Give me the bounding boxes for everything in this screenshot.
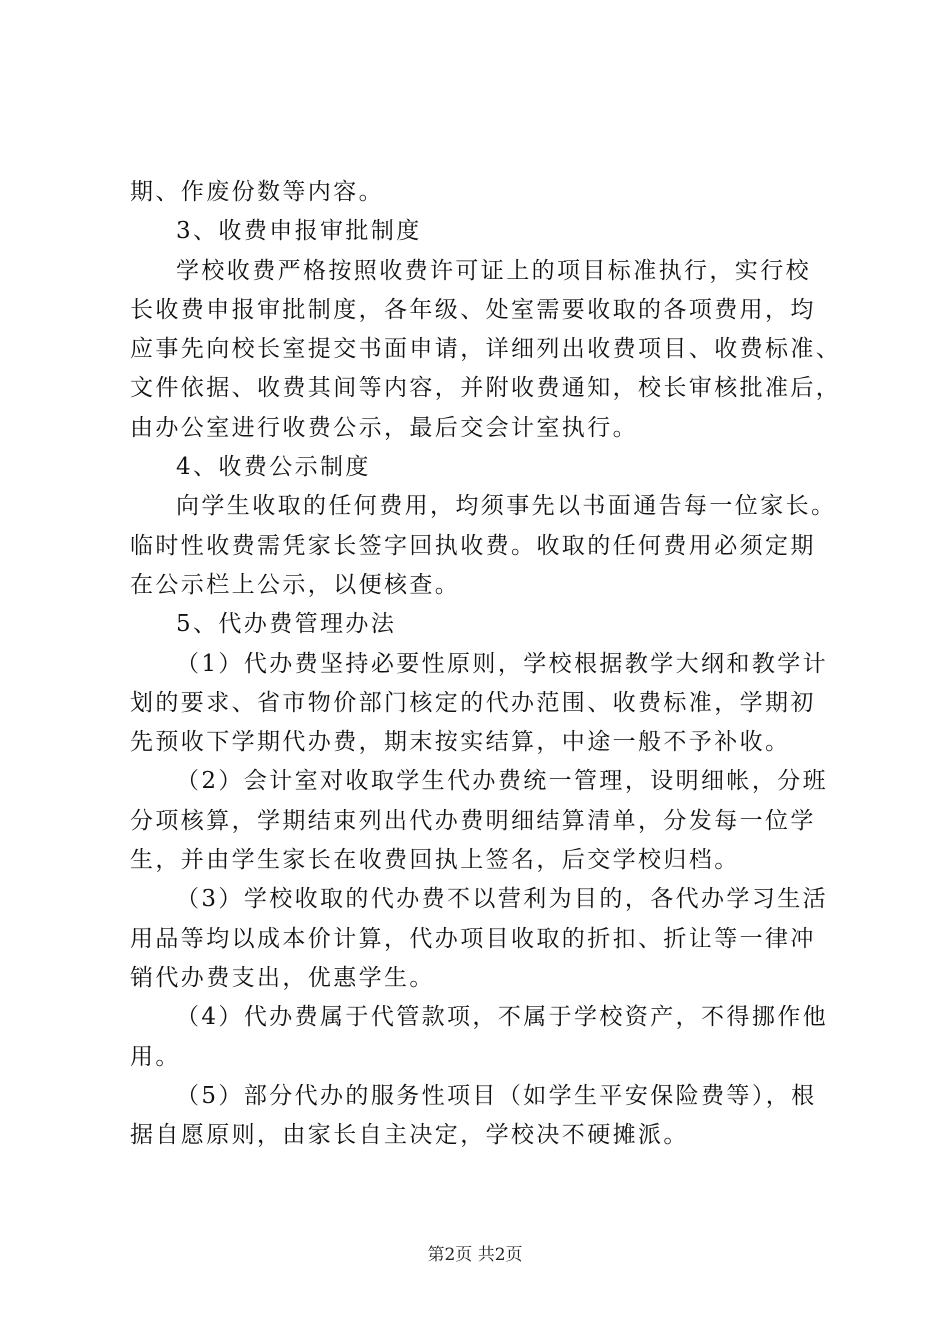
page-footer	[0, 1243, 950, 1267]
text-line: 在公示栏上公示，以便核查。	[130, 571, 461, 598]
text-line: 期、作废份数等内容。	[130, 179, 384, 205]
text-line: 由办公室进行收费公示，最后交会计室执行。	[130, 414, 638, 441]
text-line: 划的要求、省市物价部门核定的代办范围、收费标准，学期初	[130, 689, 816, 716]
text-line: 文件依据、收费其间等内容，并附收费通知，校长审核批准后，	[130, 375, 842, 402]
body-text	[130, 173, 850, 1155]
text-line: 应事先向校长室提交书面申请，详细列出收费项目、收费标准、	[130, 336, 842, 363]
text-line: 学校收费严格按照收费许可证上的项目标准执行，实行校	[176, 257, 811, 284]
text-line: 用。	[130, 1043, 181, 1070]
section-heading: 5、代办费管理办法	[176, 611, 397, 638]
text-line: 长收费申报审批制度，各年级、处室需要收取的各项费用，均	[130, 296, 816, 323]
page-number: 第2页 共2页	[427, 1245, 523, 1265]
list-item-line: （3）学校收取的代办费不以营利为目的，各代办学习生活	[176, 886, 829, 913]
text-line: 向学生收取的任何费用，均须事先以书面通告每一位家长。	[176, 493, 837, 520]
text-line: 据自愿原则，由家长自主决定，学校决不硬摊派。	[130, 1122, 689, 1149]
list-item-line: （1）代办费坚持必要性原则，学校根据教学大纲和教学计	[176, 650, 829, 677]
list-item-line: （5）部分代办的服务性项目（如学生平安保险费等），根	[176, 1082, 817, 1109]
text-line: 生，并由学生家长在收费回执上签名，后交学校归档。	[130, 847, 740, 874]
section-heading: 4、收费公示制度	[176, 454, 371, 481]
list-item-line: （4）代办费属于代管款项，不属于学校资产，不得挪作他	[176, 1004, 829, 1031]
text-line: 临时性收费需凭家长签字回执收费。收取的任何费用必须定期	[130, 532, 816, 559]
list-item-line: （2）会计室对收取学生代办费统一管理，设明细帐，分班	[176, 768, 829, 795]
text-line: 先预收下学期代办费，期末按实结算，中途一般不予补收。	[130, 729, 791, 756]
text-line: 分项核算，学期结束列出代办费明细结算清单，分发每一位学	[130, 807, 816, 834]
section-heading: 3、收费申报审批制度	[176, 218, 422, 245]
text-line: 用品等均以成本价计算，代办项目收取的折扣、折让等一律冲	[130, 925, 816, 952]
text-line: 销代办费支出，优惠学生。	[130, 964, 435, 991]
